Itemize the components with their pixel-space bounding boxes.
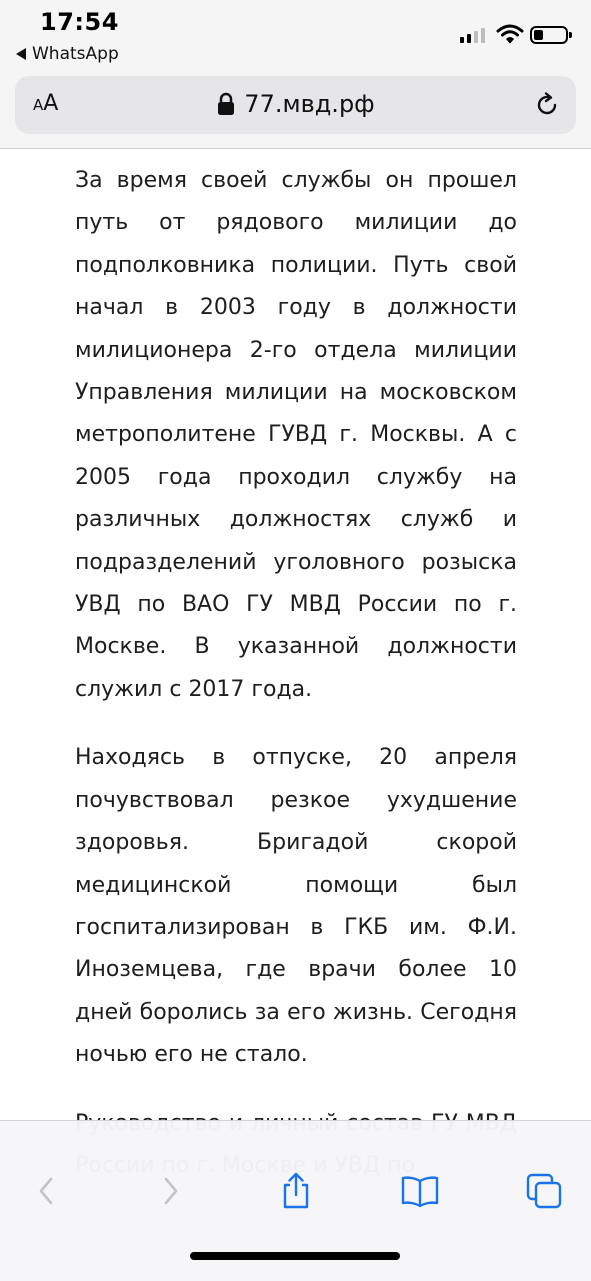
cellular-signal-icon xyxy=(460,28,485,43)
status-time: 17:54 xyxy=(40,8,119,36)
article-content xyxy=(75,160,517,1120)
share-icon xyxy=(278,1171,314,1211)
tabs-icon xyxy=(524,1171,564,1211)
back-button[interactable] xyxy=(25,1169,69,1213)
address-bar-area xyxy=(0,72,591,149)
address-bar[interactable] xyxy=(15,76,576,134)
battery-icon xyxy=(530,26,568,44)
bookmarks-button[interactable] xyxy=(398,1169,442,1213)
lock-icon xyxy=(216,92,236,116)
article-paragraph: За время своей службы он прошел путь от рядового милиции до подполковника полиции. Путь свой начал в 2003 году в должности милиционера 2-го отдела милиции Управления милиции на московском метрополитене ГУВД г. Москвы. А с 2005 года проходил службу на различных должностях служб и подразделений уголовного розыска УВД по ВАО ГУ МВД России по г. Москве. В указанной должности служил с 2017 года. xyxy=(75,168,517,702)
article-paragraph: Находясь в отпуске, 20 апреля почувствовал резкое ухудшение здоровья. Бригадой скорой медицинской помощи был госпитализирован в ГКБ им. Ф.И. Иноземцева, где врачи более 10 дней боролись за его жизнь. Сегодня ночью его не стало. xyxy=(75,745,517,1068)
back-app-label: WhatsApp xyxy=(32,44,119,64)
text-size-small-a: A xyxy=(33,96,44,114)
home-indicator xyxy=(190,1252,400,1260)
reload-icon[interactable] xyxy=(532,90,562,120)
status-bar xyxy=(0,0,591,72)
forward-button[interactable] xyxy=(148,1169,192,1213)
tabs-button[interactable] xyxy=(522,1169,566,1213)
back-triangle-icon xyxy=(16,48,26,60)
back-to-app-link[interactable] xyxy=(16,44,119,64)
bookmarks-icon xyxy=(400,1174,440,1208)
forward-icon xyxy=(158,1175,182,1207)
url-text[interactable]: 77.мвд.рф xyxy=(244,90,375,118)
text-size-large-a: A xyxy=(43,91,59,116)
back-icon xyxy=(35,1175,59,1207)
wifi-icon xyxy=(497,24,523,44)
share-button[interactable] xyxy=(274,1169,318,1213)
